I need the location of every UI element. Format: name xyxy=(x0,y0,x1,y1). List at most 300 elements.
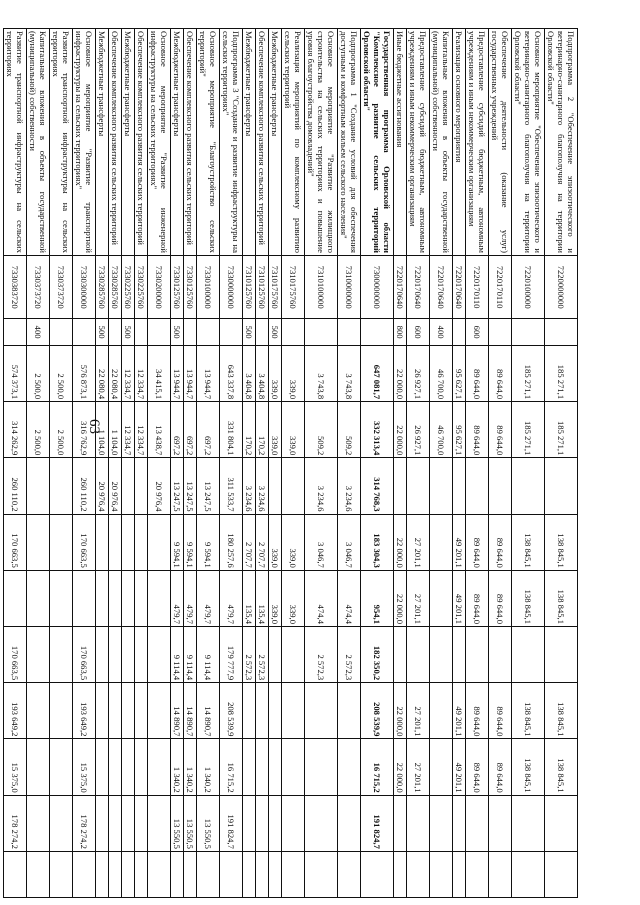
amount-cell xyxy=(430,514,453,570)
table-row xyxy=(282,29,305,898)
amount-cell: 12 334,7 xyxy=(135,402,148,458)
expense-type-cell xyxy=(256,319,269,346)
amount-cell xyxy=(545,458,578,514)
amount-cell: 14 890,7 xyxy=(184,683,197,739)
amount-cell xyxy=(453,458,466,514)
expense-type-cell xyxy=(73,319,96,346)
amount-cell: 643 337,8 xyxy=(220,345,243,401)
amount-cell: 20 976,4 xyxy=(148,458,171,514)
amount-cell: 191 824,7 xyxy=(220,795,243,851)
amount-cell xyxy=(282,851,305,897)
amount-cell: 22 000,0 xyxy=(394,514,407,570)
amount-cell xyxy=(243,739,256,795)
row-name-cell: Основное мероприятие "Развитие инженерной инфраструктуры на сельских территориях" xyxy=(148,29,171,256)
amount-cell xyxy=(27,570,50,626)
amount-cell xyxy=(96,851,109,897)
row-name-cell: Межбюджетные трансферты xyxy=(96,29,109,256)
expense-type-cell: 500 xyxy=(96,319,109,346)
amount-cell: 208 539,9 xyxy=(220,683,243,739)
amount-cell xyxy=(430,570,453,626)
target-article-cell: 7310175760 xyxy=(269,255,282,318)
expense-type-cell xyxy=(453,319,466,346)
table-row xyxy=(135,29,148,898)
amount-cell: 3 046,7 xyxy=(305,514,338,570)
amount-cell: 15 375,0 xyxy=(73,739,96,795)
table-row xyxy=(361,29,394,898)
amount-cell: 3 046,7 xyxy=(338,514,361,570)
amount-cell: 138 845,1 xyxy=(512,570,545,626)
amount-cell xyxy=(122,683,135,739)
amount-cell xyxy=(489,458,512,514)
amount-cell xyxy=(489,851,512,897)
target-article-cell: 7330285760 xyxy=(109,255,122,318)
table-row xyxy=(184,29,197,898)
row-name-cell: Обеспечение деятельности (оказание услуг) государственных учреждений xyxy=(489,29,512,256)
table-row xyxy=(466,29,489,898)
amount-cell xyxy=(148,851,171,897)
amount-cell: 331 804,1 xyxy=(220,402,243,458)
row-name-cell: Основное мероприятие "Развитие жилищного строительства на сельских территориях и повышение уровня благоустройства домовладений" xyxy=(305,29,338,256)
amount-cell: 46 700,0 xyxy=(430,402,453,458)
amount-cell xyxy=(50,458,73,514)
amount-cell: 89 644,0 xyxy=(466,402,489,458)
amount-cell xyxy=(282,795,305,851)
amount-cell xyxy=(269,795,282,851)
row-name-cell: Иные бюджетные ассигнования xyxy=(394,29,407,256)
target-article-cell: 7220000000 xyxy=(545,255,578,318)
table-row xyxy=(73,29,96,898)
row-name-cell: Межбюджетные трансферты xyxy=(171,29,184,256)
amount-cell xyxy=(512,795,545,851)
amount-cell: 13 247,5 xyxy=(184,458,197,514)
amount-cell: 2 572,3 xyxy=(256,627,269,683)
amount-cell: 260 110,2 xyxy=(73,458,96,514)
amount-cell: 89 644,0 xyxy=(466,345,489,401)
row-name-cell: Подпрограмма 1 "Создание условий для обеспечения доступным и комфортным жильем сельского населения" xyxy=(338,29,361,256)
amount-cell: 89 644,0 xyxy=(489,402,512,458)
amount-cell xyxy=(109,795,122,851)
amount-cell xyxy=(256,851,269,897)
amount-cell: 135,4 xyxy=(243,570,256,626)
amount-cell xyxy=(73,570,96,626)
amount-cell: 12 334,7 xyxy=(135,345,148,401)
amount-cell: 2 500,0 xyxy=(50,345,73,401)
amount-cell xyxy=(430,627,453,683)
table-row xyxy=(394,29,407,898)
target-article-cell: 7310000000 xyxy=(338,255,361,318)
amount-cell: 22 000,0 xyxy=(394,402,407,458)
page-number: 63 xyxy=(86,419,102,434)
amount-cell: 2 500,0 xyxy=(50,402,73,458)
row-name-cell: Межбюджетные трансферты xyxy=(269,29,282,256)
expense-type-cell xyxy=(109,319,122,346)
amount-cell xyxy=(96,683,109,739)
amount-cell: 13 550,5 xyxy=(171,795,184,851)
amount-cell xyxy=(148,570,171,626)
amount-cell xyxy=(243,795,256,851)
amount-cell: 474,4 xyxy=(305,570,338,626)
table-row xyxy=(256,29,269,898)
amount-cell: 178 274,2 xyxy=(73,795,96,851)
amount-cell xyxy=(4,570,27,626)
target-article-cell: 7330200000 xyxy=(148,255,171,318)
amount-cell: 9 594,1 xyxy=(184,514,197,570)
amount-cell: 474,4 xyxy=(338,570,361,626)
amount-cell: 95 627,1 xyxy=(453,345,466,401)
table-row xyxy=(109,29,122,898)
amount-cell: 185 271,1 xyxy=(512,345,545,401)
amount-cell xyxy=(338,851,361,897)
amount-cell xyxy=(135,570,148,626)
table-row xyxy=(407,29,430,898)
amount-cell xyxy=(489,795,512,851)
amount-cell: 314 768,3 xyxy=(361,458,394,514)
amount-cell: 509,2 xyxy=(338,402,361,458)
amount-cell: 27 201,1 xyxy=(407,570,430,626)
amount-cell: 954,1 xyxy=(361,570,394,626)
expense-type-cell: 600 xyxy=(407,319,430,346)
row-name-cell: Обеспечение комплексного развития сельских территорий xyxy=(256,29,269,256)
table-row xyxy=(338,29,361,898)
row-name-cell: Обеспечение комплексного развития сельских территорий xyxy=(109,29,122,256)
amount-cell: 89 644,0 xyxy=(489,739,512,795)
target-article-cell: 7310175760 xyxy=(282,255,305,318)
amount-cell: 49 201,1 xyxy=(453,683,466,739)
expense-type-cell xyxy=(197,319,220,346)
budget-table-wrapper xyxy=(5,28,578,898)
amount-cell xyxy=(256,683,269,739)
amount-cell: 1 340,2 xyxy=(197,739,220,795)
amount-cell xyxy=(512,851,545,897)
amount-cell: 3 234,6 xyxy=(338,458,361,514)
amount-cell: 208 539,9 xyxy=(361,683,394,739)
amount-cell xyxy=(96,514,109,570)
amount-cell: 3 743,8 xyxy=(305,345,338,401)
amount-cell xyxy=(282,683,305,739)
amount-cell: 20 976,4 xyxy=(96,458,109,514)
amount-cell xyxy=(407,627,430,683)
expense-type-cell: 800 xyxy=(394,319,407,346)
amount-cell xyxy=(243,683,256,739)
amount-cell xyxy=(407,851,430,897)
row-name-cell: Предоставление субсидий бюджетным, автономным учреждениям и иным некоммерческим организациям xyxy=(466,29,489,256)
amount-cell xyxy=(305,851,338,897)
amount-cell: 2 707,7 xyxy=(243,514,256,570)
amount-cell xyxy=(430,739,453,795)
amount-cell: 339,0 xyxy=(282,514,305,570)
row-name-cell: Подпрограмма 3 "Создание и развитие инфраструктуры на сельских территориях" xyxy=(220,29,243,256)
amount-cell xyxy=(243,851,256,897)
amount-cell xyxy=(269,683,282,739)
amount-cell: 27 201,1 xyxy=(407,683,430,739)
amount-cell xyxy=(269,851,282,897)
amount-cell: 13 944,7 xyxy=(184,345,197,401)
table-row xyxy=(489,29,512,898)
amount-cell: 3 234,6 xyxy=(305,458,338,514)
amount-cell xyxy=(109,570,122,626)
table-row xyxy=(148,29,171,898)
amount-cell xyxy=(109,514,122,570)
row-name-cell: Обеспечение комплексного развития сельских территорий xyxy=(135,29,148,256)
amount-cell: 3 404,8 xyxy=(243,345,256,401)
expense-type-cell xyxy=(282,319,305,346)
expense-type-cell: 600 xyxy=(466,319,489,346)
amount-cell: 2 572,3 xyxy=(338,627,361,683)
target-article-cell: 7310125760 xyxy=(243,255,256,318)
amount-cell: 479,7 xyxy=(184,570,197,626)
amount-cell xyxy=(394,458,407,514)
amount-cell: 3 234,6 xyxy=(243,458,256,514)
amount-cell: 22 000,0 xyxy=(394,345,407,401)
amount-cell xyxy=(109,683,122,739)
amount-cell: 479,7 xyxy=(171,570,184,626)
amount-cell: 22 000,0 xyxy=(394,683,407,739)
amount-cell xyxy=(305,739,338,795)
amount-cell xyxy=(394,851,407,897)
amount-cell: 2 500,0 xyxy=(27,345,50,401)
target-article-cell: 7220100000 xyxy=(512,255,545,318)
amount-cell xyxy=(96,627,109,683)
table-row xyxy=(453,29,466,898)
amount-cell: 89 644,0 xyxy=(489,345,512,401)
amount-cell: 22 000,0 xyxy=(394,739,407,795)
amount-cell xyxy=(148,739,171,795)
amount-cell: 1 340,2 xyxy=(184,739,197,795)
amount-cell xyxy=(305,795,338,851)
amount-cell: 185 271,1 xyxy=(545,345,578,401)
amount-cell xyxy=(109,739,122,795)
amount-cell xyxy=(27,683,50,739)
amount-cell xyxy=(338,739,361,795)
target-article-cell: 7330225760 xyxy=(135,255,148,318)
expense-type-cell: 500 xyxy=(171,319,184,346)
amount-cell: 15 375,0 xyxy=(4,739,27,795)
amount-cell: 339,0 xyxy=(282,570,305,626)
amount-cell xyxy=(512,627,545,683)
table-row xyxy=(220,29,243,898)
row-name-cell: Основное мероприятие "Развитие транспортной инфраструктуры на сельских территориях" xyxy=(73,29,96,256)
table-row xyxy=(305,29,338,898)
amount-cell xyxy=(96,795,109,851)
amount-cell: 339,0 xyxy=(282,345,305,401)
amount-cell: 89 644,0 xyxy=(489,570,512,626)
amount-cell xyxy=(27,795,50,851)
table-row xyxy=(27,29,50,898)
amount-cell xyxy=(27,851,50,897)
expense-type-cell: 500 xyxy=(243,319,256,346)
expense-type-cell xyxy=(361,319,394,346)
amount-cell: 14 890,7 xyxy=(171,683,184,739)
amount-cell: 34 415,1 xyxy=(148,345,171,401)
table-row xyxy=(430,29,453,898)
amount-cell xyxy=(466,458,489,514)
amount-cell xyxy=(135,739,148,795)
amount-cell xyxy=(430,683,453,739)
amount-cell xyxy=(148,795,171,851)
expense-type-cell xyxy=(305,319,338,346)
amount-cell: 9 594,1 xyxy=(171,514,184,570)
amount-cell: 260 110,2 xyxy=(4,458,27,514)
amount-cell: 193 649,2 xyxy=(4,683,27,739)
amount-cell: 3 404,8 xyxy=(256,345,269,401)
expense-type-cell xyxy=(489,319,512,346)
amount-cell: 138 845,1 xyxy=(512,739,545,795)
amount-cell: 339,0 xyxy=(269,514,282,570)
amount-cell: 89 644,0 xyxy=(466,514,489,570)
amount-cell: 95 627,1 xyxy=(453,402,466,458)
amount-cell: 697,2 xyxy=(184,402,197,458)
amount-cell xyxy=(361,851,394,897)
amount-cell xyxy=(122,739,135,795)
amount-cell xyxy=(430,458,453,514)
amount-cell: 314 262,9 xyxy=(4,402,27,458)
amount-cell: 16 715,2 xyxy=(220,739,243,795)
amount-cell: 1 104,0 xyxy=(109,402,122,458)
rotated-table-area xyxy=(5,28,578,898)
amount-cell xyxy=(338,683,361,739)
table-row xyxy=(122,29,135,898)
table-row xyxy=(512,29,545,898)
target-article-cell: 7310100000 xyxy=(305,255,338,318)
amount-cell: 574 373,1 xyxy=(4,345,27,401)
amount-cell: 576 873,1 xyxy=(73,345,96,401)
expense-type-cell xyxy=(512,319,545,346)
amount-cell xyxy=(512,458,545,514)
amount-cell xyxy=(453,795,466,851)
row-name-cell: Государственная программа Орловской области "Комплексное развитие сельских территорий Орловской области" xyxy=(361,29,394,256)
expense-type-cell xyxy=(4,319,27,346)
amount-cell xyxy=(256,739,269,795)
amount-cell xyxy=(430,795,453,851)
amount-cell: 2 500,0 xyxy=(27,402,50,458)
expense-type-cell xyxy=(338,319,361,346)
amount-cell xyxy=(453,627,466,683)
row-name-cell: Межбюджетные трансферты xyxy=(243,29,256,256)
amount-cell: 2 707,7 xyxy=(256,514,269,570)
amount-cell xyxy=(430,851,453,897)
target-article-cell: 7330125760 xyxy=(184,255,197,318)
amount-cell xyxy=(282,739,305,795)
amount-cell: 49 201,1 xyxy=(453,514,466,570)
amount-cell xyxy=(96,570,109,626)
row-name-cell: Развитие транспортной инфраструктуры на сельских территориях xyxy=(50,29,73,256)
amount-cell: 339,0 xyxy=(269,570,282,626)
amount-cell: 311 533,7 xyxy=(220,458,243,514)
expense-type-cell: 400 xyxy=(430,319,453,346)
amount-cell xyxy=(135,514,148,570)
amount-cell xyxy=(27,458,50,514)
target-article-cell: 7330100000 xyxy=(197,255,220,318)
expense-type-cell: 500 xyxy=(269,319,282,346)
amount-cell xyxy=(109,851,122,897)
amount-cell: 179 777,9 xyxy=(220,627,243,683)
amount-cell: 135,4 xyxy=(256,570,269,626)
amount-cell: 49 201,1 xyxy=(453,570,466,626)
amount-cell xyxy=(122,795,135,851)
amount-cell xyxy=(148,627,171,683)
amount-cell: 509,2 xyxy=(305,402,338,458)
table-row xyxy=(269,29,282,898)
target-article-cell: 7310125760 xyxy=(256,255,269,318)
amount-cell xyxy=(50,514,73,570)
row-name-cell: Межбюджетные трансферты xyxy=(122,29,135,256)
amount-cell: 2 572,3 xyxy=(243,627,256,683)
amount-cell xyxy=(545,627,578,683)
amount-cell xyxy=(282,627,305,683)
amount-cell: 89 644,0 xyxy=(489,514,512,570)
amount-cell: 89 644,0 xyxy=(466,683,489,739)
row-name-cell: Реализация основного мероприятия xyxy=(453,29,466,256)
expense-type-cell xyxy=(148,319,171,346)
target-article-cell: 7220170640 xyxy=(394,255,407,318)
target-article-cell: 7330383720 xyxy=(4,255,27,318)
amount-cell: 138 845,1 xyxy=(545,570,578,626)
expense-type-cell xyxy=(50,319,73,346)
amount-cell xyxy=(256,795,269,851)
expense-type-cell: 500 xyxy=(122,319,135,346)
amount-cell xyxy=(122,851,135,897)
amount-cell xyxy=(338,795,361,851)
row-name-cell: Капитальные вложения в объекты государственной (муниципальной) собственности xyxy=(27,29,50,256)
amount-cell: 26 927,1 xyxy=(407,402,430,458)
budget-table xyxy=(3,28,578,898)
target-article-cell: 7220170110 xyxy=(466,255,489,318)
amount-cell: 49 201,1 xyxy=(453,739,466,795)
amount-cell: 180 257,6 xyxy=(220,514,243,570)
amount-cell xyxy=(50,627,73,683)
amount-cell xyxy=(50,851,73,897)
amount-cell: 479,7 xyxy=(197,570,220,626)
amount-cell: 22 080,4 xyxy=(96,345,109,401)
amount-cell: 170 663,5 xyxy=(73,627,96,683)
amount-cell: 1 104,0 xyxy=(96,402,109,458)
amount-cell: 13 550,5 xyxy=(184,795,197,851)
amount-cell xyxy=(394,795,407,851)
amount-cell: 13 944,7 xyxy=(171,345,184,401)
amount-cell: 16 715,2 xyxy=(361,739,394,795)
amount-cell xyxy=(122,627,135,683)
amount-cell xyxy=(269,627,282,683)
amount-cell: 12 334,7 xyxy=(122,345,135,401)
amount-cell: 479,7 xyxy=(220,570,243,626)
amount-cell: 339,0 xyxy=(269,345,282,401)
table-row xyxy=(4,29,27,898)
amount-cell: 3 234,6 xyxy=(256,458,269,514)
amount-cell: 20 976,4 xyxy=(109,458,122,514)
amount-cell xyxy=(50,795,73,851)
amount-cell: 332 313,4 xyxy=(361,402,394,458)
amount-cell xyxy=(453,851,466,897)
amount-cell: 89 644,0 xyxy=(466,570,489,626)
amount-cell xyxy=(466,795,489,851)
amount-cell xyxy=(135,851,148,897)
amount-cell xyxy=(50,739,73,795)
amount-cell xyxy=(135,627,148,683)
amount-cell xyxy=(545,851,578,897)
amount-cell xyxy=(148,683,171,739)
amount-cell xyxy=(269,739,282,795)
amount-cell xyxy=(109,627,122,683)
amount-cell: 46 700,0 xyxy=(430,345,453,401)
expense-type-cell xyxy=(135,319,148,346)
row-name-cell: Основное мероприятие "Обеспечение эпизоотического и ветеринарно-санитарного благополучия на территории Орловской области" xyxy=(512,29,545,256)
table-row xyxy=(50,29,73,898)
expense-type-cell: 400 xyxy=(27,319,50,346)
amount-cell: 13 438,7 xyxy=(148,402,171,458)
budget-table-body xyxy=(4,29,578,898)
amount-cell: 138 845,1 xyxy=(512,683,545,739)
amount-cell xyxy=(135,458,148,514)
